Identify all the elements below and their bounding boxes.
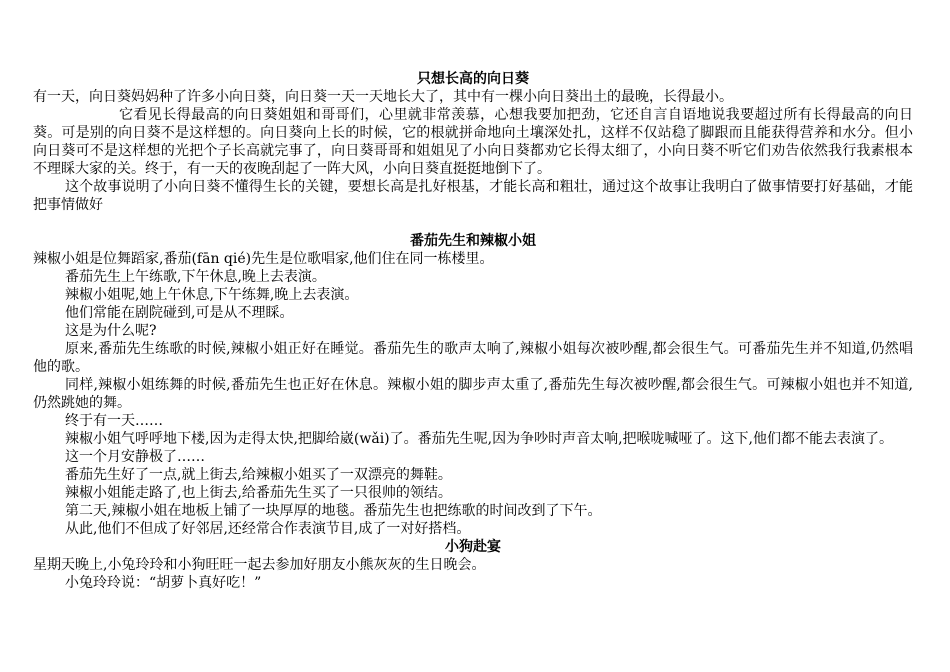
story-title-tomato-pepper: 番茄先生和辣椒小姐 — [410, 233, 536, 249]
paragraph: 星期天晚上,小兔玲玲和小狗旺旺一起去参加好朋友小熊灰灰的生日晚会。 — [33, 557, 486, 573]
paragraph: 他们常能在剧院碰到,可是从不理睬。 — [65, 305, 294, 321]
document-page — [33, 70, 913, 592]
story-title-sunflower: 只想长高的向日葵 — [417, 71, 529, 87]
paragraph: 这个故事说明了小向日葵不懂得生长的关键，要想长高是扎好根基，才能长高和粗壮，通过这个故事让我明白了做事情要打好基础，才能把事情做好 — [33, 179, 913, 213]
paragraph: 第二天,辣椒小姐在地板上铺了一块厚厚的地毯。番茄先生也把练歌的时间改到了下午。 — [65, 503, 602, 519]
paragraph: 小兔玲玲说：“胡萝卜真好吃！” — [65, 575, 262, 591]
story-title-puppy-banquet: 小狗赴宴 — [445, 539, 501, 555]
paragraph: 从此,他们不但成了好邻居,还经常合作表演节目,成了一对好搭档。 — [65, 521, 471, 537]
paragraph: 辣椒小姐呢,她上午休息,下午练舞,晚上去表演。 — [65, 287, 359, 303]
paragraph: 辣椒小姐气呼呼地下楼,因为走得太快,把脚给崴(wǎi)了。番茄先生呢,因为争吵时声音太响,把喉咙喊哑了。这下,他们都不能去表演了。 — [65, 431, 893, 447]
paragraph: 同样,辣椒小姐练舞的时候,番茄先生也正好在休息。辣椒小姐的脚步声太重了,番茄先生每次被吵醒,都会很生气。可辣椒小姐也并不知道,仍然跳她的舞。 — [33, 377, 913, 411]
paragraph: 有一天，向日葵妈妈种了许多小向日葵，向日葵一天一天地长大了，其中有一棵小向日葵出土的最晚，长得最小。 — [33, 89, 733, 105]
paragraph: 番茄先生好了一点,就上街去,给辣椒小姐买了一双漂亮的舞鞋。 — [65, 467, 452, 483]
paragraph: 辣椒小姐是位舞蹈家,番茄(fān qié)先生是位歌唱家,他们住在同一栋楼里。 — [33, 251, 494, 267]
paragraph: 这是为什么呢? — [65, 323, 157, 339]
paragraph: 辣椒小姐能走路了,也上街去,给番茄先生买了一只很帅的领结。 — [65, 485, 452, 501]
paragraph: 终于有一天…… — [65, 413, 163, 429]
paragraph: 番茄先生上午练歌,下午休息,晚上去表演。 — [65, 269, 326, 285]
section-gap — [33, 214, 913, 232]
paragraph: 它看见长得最高的向日葵姐姐和哥哥们，心里就非常羡慕，心想我要加把劲，它还自言自语地说我要超过所有长得最高的向日葵。可是别的向日葵不是这样想的。向日葵向上长的时候，它的根就拼命地向土壤深处扎，这样不仅站稳了脚跟而且能获得营养和水分。但小向日葵可不是这样想的光把个子长高就完事了，向日葵哥哥和姐姐见了小向日葵都劝它长得太细了，小向日葵不听它们劝告依然我行我素根本不理睬大家的关。终于，有一天的夜晚刮起了一阵大风，小向日葵直挺挺地倒下了。 — [33, 107, 913, 177]
paragraph: 这一个月安静极了…… — [65, 449, 205, 465]
paragraph: 原来,番茄先生练歌的时候,辣椒小姐正好在睡觉。番茄先生的歌声太响了,辣椒小姐每次被吵醒,都会很生气。可番茄先生并不知道,仍然唱他的歌。 — [33, 341, 913, 375]
